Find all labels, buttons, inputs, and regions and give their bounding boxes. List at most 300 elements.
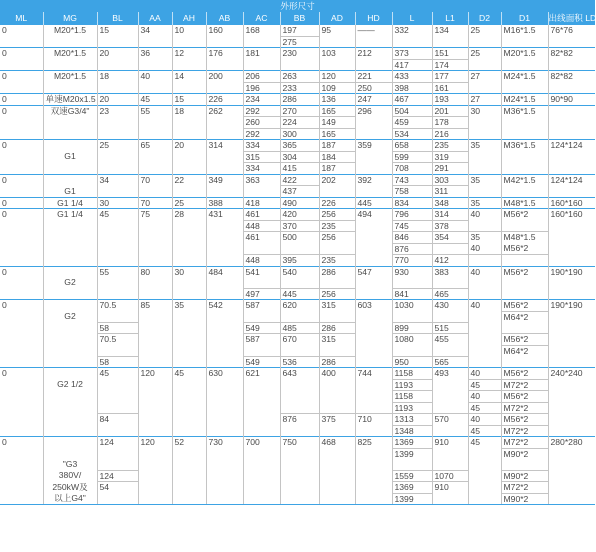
cell-bl <box>97 379 138 391</box>
cell-mg <box>43 414 97 426</box>
cell-ah <box>172 459 206 470</box>
cell-d1 <box>501 36 548 48</box>
cell-ac <box>243 36 280 48</box>
cell-d1 <box>501 459 548 470</box>
cell-ah: 22 <box>172 174 206 186</box>
table-row <box>0 368 595 380</box>
cell-ml: 0 <box>0 71 43 83</box>
cell-hd <box>355 255 392 267</box>
cell-l: 373 <box>392 48 432 60</box>
cell-bb: 415 <box>280 163 319 175</box>
col-header-hd: HD <box>355 12 392 25</box>
cell-mg: 380V/ <box>43 470 97 482</box>
cell-l1 <box>432 379 468 391</box>
col-header-area: 出线面积 <box>548 13 583 23</box>
cell-l1: 1070 <box>432 470 468 482</box>
cell-d2 <box>468 59 501 71</box>
cell-ah <box>172 186 206 198</box>
table-row <box>0 379 595 391</box>
cell-bl <box>97 425 138 437</box>
cell-ml <box>0 345 43 356</box>
table-row <box>0 163 595 175</box>
cell-ah <box>172 379 206 391</box>
table-row <box>0 48 595 60</box>
cell-ac: 461 <box>243 209 280 221</box>
table-row <box>0 82 595 94</box>
table-row <box>0 243 595 255</box>
cell-ml <box>0 482 43 494</box>
cell-mg: 双速G3/4" <box>43 105 97 117</box>
cell-hd: 250 <box>355 82 392 94</box>
cell-ad: 187 <box>319 163 355 175</box>
cell-l1 <box>432 243 468 255</box>
cell-aa: 36 <box>138 48 172 60</box>
cell-d1: M90*2 <box>501 493 548 505</box>
cell-ab <box>206 243 243 255</box>
table-row <box>0 59 595 71</box>
cell-mg <box>43 243 97 255</box>
cell-ah <box>172 255 206 267</box>
cell-d2 <box>468 482 501 494</box>
cell-d2: 27 <box>468 94 501 106</box>
cell-mg <box>43 300 97 312</box>
cell-ah <box>172 277 206 288</box>
cell-ab: 314 <box>206 140 243 152</box>
table-row <box>0 36 595 48</box>
cell--: 82*82 <box>548 71 595 83</box>
cell-bl: 54 <box>97 482 138 494</box>
cell-ml: 0 <box>0 48 43 60</box>
cell-ab <box>206 402 243 414</box>
cell-ml <box>0 470 43 482</box>
cell-d2: 30 <box>468 105 501 117</box>
cell-ad <box>319 345 355 356</box>
cell-aa <box>138 243 172 255</box>
cell-aa <box>138 470 172 482</box>
cell-aa <box>138 59 172 71</box>
cell-l1: 570 <box>432 414 468 426</box>
cell-bl: 18 <box>97 71 138 83</box>
cell-bb: 370 <box>280 220 319 232</box>
cell-l: 834 <box>392 197 432 209</box>
cell-ac: 260 <box>243 117 280 129</box>
table-row <box>0 232 595 244</box>
cell-bl: 34 <box>97 174 138 186</box>
cell-ml <box>0 379 43 391</box>
cell-hd: 247 <box>355 94 392 106</box>
cell-ah <box>172 448 206 459</box>
cell-l <box>392 277 432 288</box>
table-row <box>0 266 595 277</box>
cell-ab <box>206 482 243 494</box>
cell-bb: 233 <box>280 82 319 94</box>
cell-hd <box>355 379 392 391</box>
cell-ab: 484 <box>206 266 243 277</box>
cell-bl: 124 <box>97 470 138 482</box>
cell-ml: 0 <box>0 209 43 221</box>
cell-l1: 303 <box>432 174 468 186</box>
cell-hd <box>355 322 392 334</box>
table-row <box>0 459 595 470</box>
cell-aa: 70 <box>138 174 172 186</box>
cell-l1 <box>432 402 468 414</box>
cell-hd <box>355 151 392 163</box>
cell-ab <box>206 82 243 94</box>
cell-ab <box>206 493 243 505</box>
cell-mg: "G3 <box>43 459 97 470</box>
cell-hd: 445 <box>355 197 392 209</box>
cell-d1: M36*1.5 <box>501 105 548 117</box>
cell-aa <box>138 36 172 48</box>
table-row <box>0 186 595 198</box>
cell-bb: 643 <box>280 368 319 380</box>
cell-l: 758 <box>392 186 432 198</box>
cell-d1: M56*2 <box>501 243 548 255</box>
table-row <box>0 493 595 505</box>
cell-ml <box>0 151 43 163</box>
cell-ab <box>206 232 243 244</box>
table-row <box>0 128 595 140</box>
cell-mg <box>43 334 97 346</box>
cell-ah <box>172 117 206 129</box>
cell-l1 <box>432 36 468 48</box>
cell-ml <box>0 414 43 426</box>
cell-ad: 109 <box>319 82 355 94</box>
cell-ac <box>243 243 280 255</box>
cell-hd <box>355 288 392 300</box>
cell-d2: 35 <box>468 197 501 209</box>
cell-hd: 296 <box>355 105 392 117</box>
cell-hd: 603 <box>355 300 392 312</box>
cell-hd <box>355 470 392 482</box>
cell-- <box>548 255 595 267</box>
cell-aa <box>138 391 172 403</box>
cell-bb: 422 <box>280 174 319 186</box>
cell-aa: 65 <box>138 140 172 152</box>
cell-d2 <box>468 493 501 505</box>
cell-l: 876 <box>392 243 432 255</box>
cell-bb <box>280 59 319 71</box>
cell-hd: 212 <box>355 48 392 60</box>
cell-aa: 120 <box>138 437 172 449</box>
cell-ab <box>206 163 243 175</box>
cell-d2 <box>468 356 501 368</box>
cell-ad: 400 <box>319 368 355 380</box>
cell--: 160*160 <box>548 197 595 209</box>
cell-ah <box>172 482 206 494</box>
cell-l1 <box>432 425 468 437</box>
cell-mg: G1 <box>43 151 97 163</box>
cell-l1 <box>432 391 468 403</box>
cell-l: 417 <box>392 59 432 71</box>
cell-l: 1193 <box>392 379 432 391</box>
cell-ml <box>0 448 43 459</box>
table-row <box>0 437 595 449</box>
cell-l1: 354 <box>432 232 468 244</box>
cell-bb <box>280 493 319 505</box>
cell-ah <box>172 82 206 94</box>
cell-mg <box>43 140 97 152</box>
cell-d1: M56*2 <box>501 334 548 346</box>
cell-l1: 201 <box>432 105 468 117</box>
cell-ad: 202 <box>319 174 355 186</box>
cell-ad: 468 <box>319 437 355 449</box>
cell-l: 950 <box>392 356 432 368</box>
cell-ml <box>0 277 43 288</box>
table-row <box>0 470 595 482</box>
cell-bl: 15 <box>97 25 138 37</box>
cell-ab <box>206 356 243 368</box>
cell-bb <box>280 311 319 322</box>
cell-bb: 437 <box>280 186 319 198</box>
cell-mg: G2 <box>43 277 97 288</box>
cell-ah <box>172 151 206 163</box>
cell-bl: 55 <box>97 266 138 277</box>
cell-d1: M24*1.5 <box>501 71 548 83</box>
cell-d1: M72*2 <box>501 402 548 414</box>
cell-aa <box>138 459 172 470</box>
table-row <box>0 197 595 209</box>
cell-mg <box>43 448 97 459</box>
cell-d2: 35 <box>468 232 501 244</box>
cell-l: 1193 <box>392 402 432 414</box>
cell-d1 <box>501 255 548 267</box>
cell-aa <box>138 334 172 346</box>
cell-mg: M20*1.5 <box>43 25 97 37</box>
cell-- <box>548 117 595 129</box>
cell-- <box>548 243 595 255</box>
cell-bb: 485 <box>280 322 319 334</box>
cell-d2 <box>468 255 501 267</box>
cell-ab <box>206 151 243 163</box>
cell--: 190*190 <box>548 266 595 277</box>
cell-aa: 55 <box>138 105 172 117</box>
cell-ml <box>0 36 43 48</box>
cell-hd <box>355 243 392 255</box>
cell-l: 1158 <box>392 391 432 403</box>
table-row <box>0 117 595 129</box>
cell-aa <box>138 82 172 94</box>
cell-ac: 418 <box>243 197 280 209</box>
cell-ad: 256 <box>319 288 355 300</box>
cell-hd <box>355 163 392 175</box>
cell-hd: 547 <box>355 266 392 277</box>
cell-mg <box>43 82 97 94</box>
cell-aa: 75 <box>138 209 172 221</box>
cell-d1 <box>501 322 548 334</box>
cell-l: 459 <box>392 117 432 129</box>
cell-- <box>548 334 595 346</box>
cell-d2: 40 <box>468 391 501 403</box>
cell-l: 1369 <box>392 437 432 449</box>
cell-aa: 80 <box>138 266 172 277</box>
cell-ab <box>206 391 243 403</box>
cell-l: 1158 <box>392 368 432 380</box>
cell-ac <box>243 402 280 414</box>
cell-aa <box>138 151 172 163</box>
cell-l: 332 <box>392 25 432 37</box>
cell-bl: 20 <box>97 48 138 60</box>
cell-ml: 0 <box>0 94 43 106</box>
cell-ab <box>206 414 243 426</box>
cell-bb <box>280 379 319 391</box>
cell-ab: 730 <box>206 437 243 449</box>
cell-d1 <box>501 151 548 163</box>
cell-ml <box>0 82 43 94</box>
cell-ac <box>243 345 280 356</box>
cell-aa <box>138 379 172 391</box>
cell-ad: 256 <box>319 232 355 244</box>
cell-hd <box>355 220 392 232</box>
cell-bb: 197 <box>280 25 319 37</box>
cell-bl <box>97 243 138 255</box>
cell-aa <box>138 493 172 505</box>
cell-mg <box>43 36 97 48</box>
cell-bb: 445 <box>280 288 319 300</box>
table-row <box>0 482 595 494</box>
cell-ml: 0 <box>0 266 43 277</box>
cell-ad: 226 <box>319 197 355 209</box>
cell-bb: 365 <box>280 140 319 152</box>
cell-l1: 348 <box>432 197 468 209</box>
cell-ah <box>172 402 206 414</box>
cell-ab <box>206 277 243 288</box>
cell-ah: 14 <box>172 71 206 83</box>
table-row <box>0 174 595 186</box>
cell-ac <box>243 277 280 288</box>
cell-ml <box>0 255 43 267</box>
cell-ah <box>172 322 206 334</box>
cell-bb <box>280 391 319 403</box>
cell-l1: 565 <box>432 356 468 368</box>
cell-l1: 216 <box>432 128 468 140</box>
cell-bb: 300 <box>280 128 319 140</box>
cell-d2: 40 <box>468 300 501 312</box>
cell-bb: 540 <box>280 266 319 277</box>
cell-ml <box>0 402 43 414</box>
cell-l1: 193 <box>432 94 468 106</box>
cell-ac <box>243 470 280 482</box>
cell-l1: 311 <box>432 186 468 198</box>
cell-- <box>548 459 595 470</box>
cell-l <box>392 311 432 322</box>
cell-d2: 40 <box>468 209 501 221</box>
cell-ac: 587 <box>243 334 280 346</box>
cell-bb: 536 <box>280 356 319 368</box>
cell-aa: 70 <box>138 197 172 209</box>
cell-bl <box>97 391 138 403</box>
cell-bb <box>280 459 319 470</box>
cell-ad: 235 <box>319 255 355 267</box>
cell-ad <box>319 402 355 414</box>
cell-bl: 58 <box>97 322 138 334</box>
cell-hd <box>355 448 392 459</box>
cell-hd <box>355 128 392 140</box>
cell-l <box>392 459 432 470</box>
cell-ac: 448 <box>243 220 280 232</box>
cell-mg <box>43 59 97 71</box>
cell-bb: 275 <box>280 36 319 48</box>
cell-mg: 以上G4" <box>43 493 97 505</box>
cell-ab: 262 <box>206 105 243 117</box>
cell-bl: 70.5 <box>97 334 138 346</box>
table-row <box>0 356 595 368</box>
col-header-l1: L1 <box>432 12 468 25</box>
table-row <box>0 300 595 312</box>
cell-d1: M36*1.5 <box>501 140 548 152</box>
cell-l1: 910 <box>432 437 468 449</box>
cell-- <box>548 105 595 117</box>
cell-d1: M48*1.5 <box>501 197 548 209</box>
cell-l: 846 <box>392 232 432 244</box>
cell-ad: 165 <box>319 128 355 140</box>
cell-bb <box>280 482 319 494</box>
cell-- <box>548 311 595 322</box>
cell-ac: 587 <box>243 300 280 312</box>
cell-aa: 45 <box>138 94 172 106</box>
cell-- <box>548 482 595 494</box>
cell-ac: 497 <box>243 288 280 300</box>
cell-bb <box>280 470 319 482</box>
table-row <box>0 288 595 300</box>
cell-ab <box>206 59 243 71</box>
cell-ml <box>0 322 43 334</box>
cell-ad: 120 <box>319 71 355 83</box>
cell-d1: M56*2 <box>501 209 548 221</box>
cell-l: 899 <box>392 322 432 334</box>
cell-l: 743 <box>392 174 432 186</box>
cell-d2 <box>468 117 501 129</box>
cell-l: 658 <box>392 140 432 152</box>
col-header-mg: MG <box>43 12 97 25</box>
cell-bl <box>97 220 138 232</box>
cell-d2: 35 <box>468 174 501 186</box>
cell-mg: M20*1.5 <box>43 71 97 83</box>
cell-- <box>548 448 595 459</box>
cell-mg <box>43 232 97 244</box>
cell-ac: 181 <box>243 48 280 60</box>
cell-ad: 149 <box>319 117 355 129</box>
cell-- <box>548 288 595 300</box>
cell-- <box>548 470 595 482</box>
cell-- <box>548 493 595 505</box>
cell-d2: 45 <box>468 402 501 414</box>
cell-l1: 455 <box>432 334 468 346</box>
cell-ah <box>172 232 206 244</box>
cell-l: 1399 <box>392 493 432 505</box>
cell-bl <box>97 151 138 163</box>
cell-ah <box>172 345 206 356</box>
cell-ah: 20 <box>172 140 206 152</box>
cell-d1: M64*2 <box>501 311 548 322</box>
cell-d1: M20*1.5 <box>501 48 548 60</box>
cell-l: 796 <box>392 209 432 221</box>
cell-d1: M56*2 <box>501 300 548 312</box>
cell-ad <box>319 482 355 494</box>
cell-mg <box>43 128 97 140</box>
table-row <box>0 140 595 152</box>
cell-bb: 270 <box>280 105 319 117</box>
cell-aa: 34 <box>138 25 172 37</box>
cell-d1: M72*2 <box>501 437 548 449</box>
cell-mg <box>43 266 97 277</box>
cell-ml <box>0 493 43 505</box>
cell-ab <box>206 334 243 346</box>
cell-bl <box>97 117 138 129</box>
cell-bl: 124 <box>97 437 138 449</box>
cell-ml: 0 <box>0 174 43 186</box>
cell--: 82*82 <box>548 48 595 60</box>
